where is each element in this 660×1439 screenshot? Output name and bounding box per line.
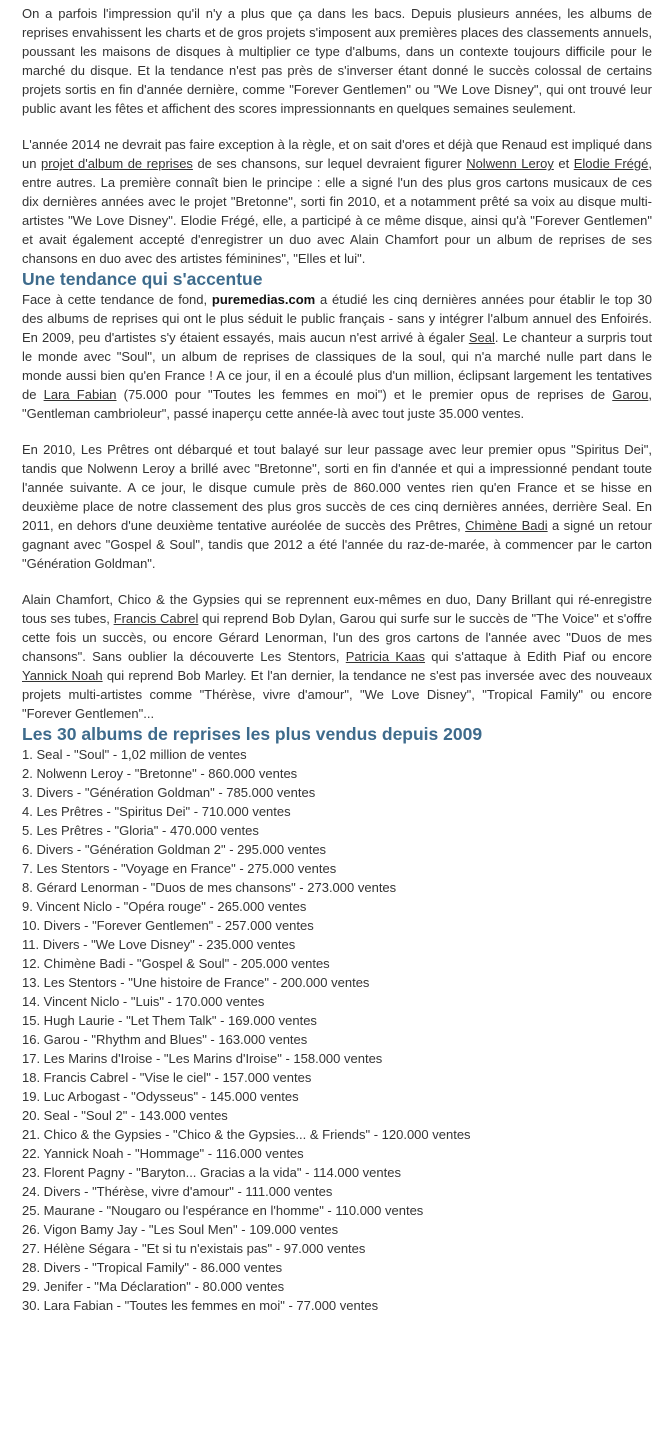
list-item: 9. Vincent Niclo - "Opéra rouge" - 265.000 ventes bbox=[22, 899, 307, 914]
text-segment: En 2010, Les Prêtres ont débarqué et tout balayé sur leur passage avec leur premier opus "Spiritus Dei", tandis que Nolwenn Leroy a brillé avec "Bretonne", sorti en fin d'année et qui a impressionné pendant toute l'année suivante. A ce jour, le disque cumule près de 860.000 ventes rien qu'en France et se hisse en deuxième place de notre classement des plus gros succès de ces cinq dernières années, derrière Seal. En 2011, en dehors d'une deuxième tentative auréolée de succès des Prêtres, bbox=[22, 442, 652, 533]
list-item: 29. Jenifer - "Ma Déclaration" - 80.000 ventes bbox=[22, 1279, 285, 1294]
paragraph-renaud bbox=[22, 135, 652, 268]
link-lara-fabian[interactable]: Lara Fabian bbox=[43, 387, 117, 402]
text-segment: L'année 2014 ne devrait pas faire exception à la règle, et on sait d'ores et déjà que Renaud est impliqué dans un bbox=[22, 137, 652, 171]
text-segment: a signé un retour gagnant avec "Gospel & Soul", tandis que 2012 a été l'année du raz-de-marée, à commencer par le carton "Génération Goldman". bbox=[22, 518, 652, 571]
text-segment: qui reprend Bob Dylan, Garou qui surfe sur le succès de "The Voice" et s'offre cette fois un succès, ou encore Gérard Lenorman, l'un des gros cartons de l'année avec "Duos de mes chansons". Sans oublier la découverte Les Stentors, bbox=[22, 611, 652, 664]
text-segment: de ses chansons, sur lequel devraient figurer bbox=[192, 156, 467, 171]
list-item: 13. Les Stentors - "Une histoire de France" - 200.000 ventes bbox=[22, 975, 370, 990]
section-heading-tendance: Une tendance qui s'accentue bbox=[22, 269, 263, 289]
list-item: 26. Vigon Bamy Jay - "Les Soul Men" - 109.000 ventes bbox=[22, 1222, 339, 1237]
list-item: 22. Yannick Noah - "Hommage" - 116.000 ventes bbox=[22, 1146, 304, 1161]
list-item: 16. Garou - "Rhythm and Blues" - 163.000 ventes bbox=[22, 1032, 308, 1047]
list-item: 2. Nolwenn Leroy - "Bretonne" - 860.000 ventes bbox=[22, 766, 298, 781]
list-item: 27. Hélène Ségara - "Et si tu n'existais pas" - 97.000 ventes bbox=[22, 1241, 366, 1256]
ranking-list bbox=[22, 745, 652, 1315]
list-item: 19. Luc Arbogast - "Odysseus" - 145.000 ventes bbox=[22, 1089, 299, 1104]
link-seal[interactable]: Seal bbox=[468, 330, 495, 345]
list-item: 1. Seal - "Soul" - 1,02 million de ventes bbox=[22, 747, 247, 762]
list-item: 14. Vincent Niclo - "Luis" - 170.000 ventes bbox=[22, 994, 265, 1009]
text-segment: qui s'attaque à Edith Piaf ou encore bbox=[425, 649, 652, 664]
list-item: 12. Chimène Badi - "Gospel & Soul" - 205.000 ventes bbox=[22, 956, 330, 971]
link-projet-album-reprises[interactable]: projet d'album de reprises bbox=[41, 156, 193, 171]
link-patricia-kaas[interactable]: Patricia Kaas bbox=[345, 649, 426, 664]
list-item: 8. Gérard Lenorman - "Duos de mes chansons" - 273.000 ventes bbox=[22, 880, 397, 895]
text-segment: et bbox=[553, 156, 574, 171]
link-chimene-badi[interactable]: Chimène Badi bbox=[465, 518, 548, 533]
list-item: 24. Divers - "Thérèse, vivre d'amour" - 111.000 ventes bbox=[22, 1184, 333, 1199]
brand-name: puremedias.com bbox=[211, 292, 316, 307]
list-item: 17. Les Marins d'Iroise - "Les Marins d'Iroise" - 158.000 ventes bbox=[22, 1051, 383, 1066]
text-segment: (75.000 pour "Toutes les femmes en moi") et le premier opus de reprises de bbox=[116, 387, 613, 402]
list-item: 5. Les Prêtres - "Gloria" - 470.000 ventes bbox=[22, 823, 259, 838]
list-item: 6. Divers - "Génération Goldman 2" - 295.000 ventes bbox=[22, 842, 327, 857]
text-segment: Face à cette tendance de fond, bbox=[22, 292, 212, 307]
link-nolwenn-leroy[interactable]: Nolwenn Leroy bbox=[466, 156, 554, 171]
text-segment: , entre autres. La première connaît bien le principe : elle a signé l'un des plus gros cartons musicaux de ces dix dernières années avec le projet "Bretonne", sorti fin 2010, et a notamment prêté sa voix au disque multi-artistes "We Love Disney". Elodie Frégé, elle, a participé à ce même disque, ainsi qu'à "Forever Gentlemen" et avait également accepté d'enregistrer un duo avec Alain Chamfort pour un album de reprises de ses chansons en duo avec des artistes féminines", "Elles et lui". bbox=[22, 156, 652, 266]
list-item: 7. Les Stentors - "Voyage en France" - 275.000 ventes bbox=[22, 861, 337, 876]
list-item: 10. Divers - "Forever Gentlemen" - 257.000 ventes bbox=[22, 918, 314, 933]
text-segment: . Le chanteur a surpris tout le monde avec "Soul", un album de reprises de classiques de la soul, qui n'a marché nulle part dans le monde aussi bien qu'en France ! A ce jour, il en a écoulé plus d'un million, éclipsant largement les tentatives de bbox=[22, 330, 652, 402]
intro-paragraph: On a parfois l'impression qu'il n'y a plus que ça dans les bacs. Depuis plusieurs années, les albums de reprises envahissent les charts et de gros projets s'imposent aux premières places des classements annuels, poussant les maisons de disques à multiplier ce type d'albums, dans un contexte toujours difficile pour le marché du disque. Et la tendance n'est pas près de s'inverser étant donné le succès colossal de certains projets sortis en fin d'année dernière, comme "Forever Gentlemen" ou "We Love Disney", qui ont trouvé leur public avant les fêtes et affichent des scores impressionnants en quelques semaines seulement. bbox=[22, 6, 652, 116]
paragraph-2010 bbox=[22, 440, 652, 573]
paragraph-artists bbox=[22, 590, 652, 723]
list-item: 30. Lara Fabian - "Toutes les femmes en moi" - 77.000 ventes bbox=[22, 1298, 379, 1313]
link-elodie-frege[interactable]: Elodie Frégé bbox=[573, 156, 649, 171]
list-item: 15. Hugh Laurie - "Let Them Talk" - 169.000 ventes bbox=[22, 1013, 317, 1028]
list-item: 11. Divers - "We Love Disney" - 235.000 ventes bbox=[22, 937, 296, 952]
list-item: 4. Les Prêtres - "Spiritus Dei" - 710.000 ventes bbox=[22, 804, 291, 819]
text-segment: , "Gentleman cambrioleur", passé inaperçu cette année-là avec tout juste 35.000 ventes. bbox=[22, 387, 652, 421]
list-item: 21. Chico & the Gypsies - "Chico & the Gypsies... & Friends" - 120.000 ventes bbox=[22, 1127, 471, 1142]
link-francis-cabrel[interactable]: Francis Cabrel bbox=[113, 611, 199, 626]
list-item: 25. Maurane - "Nougaro ou l'espérance en l'homme" - 110.000 ventes bbox=[22, 1203, 424, 1218]
list-item: 18. Francis Cabrel - "Vise le ciel" - 157.000 ventes bbox=[22, 1070, 312, 1085]
list-item: 3. Divers - "Génération Goldman" - 785.000 ventes bbox=[22, 785, 316, 800]
section-heading-top30: Les 30 albums de reprises les plus vendus depuis 2009 bbox=[22, 724, 483, 744]
list-item: 23. Florent Pagny - "Baryton... Gracias a la vida" - 114.000 ventes bbox=[22, 1165, 401, 1180]
text-segment: Alain Chamfort, Chico & the Gypsies qui se reprennent eux-mêmes en duo, Dany Brillant qui ré-enregistre tous ses tubes, bbox=[22, 592, 652, 626]
list-item: 28. Divers - "Tropical Family" - 86.000 ventes bbox=[22, 1260, 283, 1275]
text-segment: qui reprend Bob Marley. Et l'an dernier, la tendance ne s'est pas inversée avec des nouveaux projets multi-artistes comme "Thérèse, vivre d'amour", "We Love Disney", "Tropical Family" ou encore "Forever Gentlemen"... bbox=[22, 668, 652, 721]
text-segment: a étudié les cinq dernières années pour établir le top 30 des albums de reprises qui ont le plus séduit le public français - sans y intégrer l'album annuel des Enfoirés. En 2009, peu d'artistes s'y étaient essayés, mais aucun n'est arrivé à égaler bbox=[22, 292, 652, 345]
link-yannick-noah[interactable]: Yannick Noah bbox=[22, 668, 103, 683]
list-item: 20. Seal - "Soul 2" - 143.000 ventes bbox=[22, 1108, 228, 1123]
link-garou[interactable]: Garou bbox=[612, 387, 649, 402]
paragraph-puremedias bbox=[22, 290, 652, 423]
